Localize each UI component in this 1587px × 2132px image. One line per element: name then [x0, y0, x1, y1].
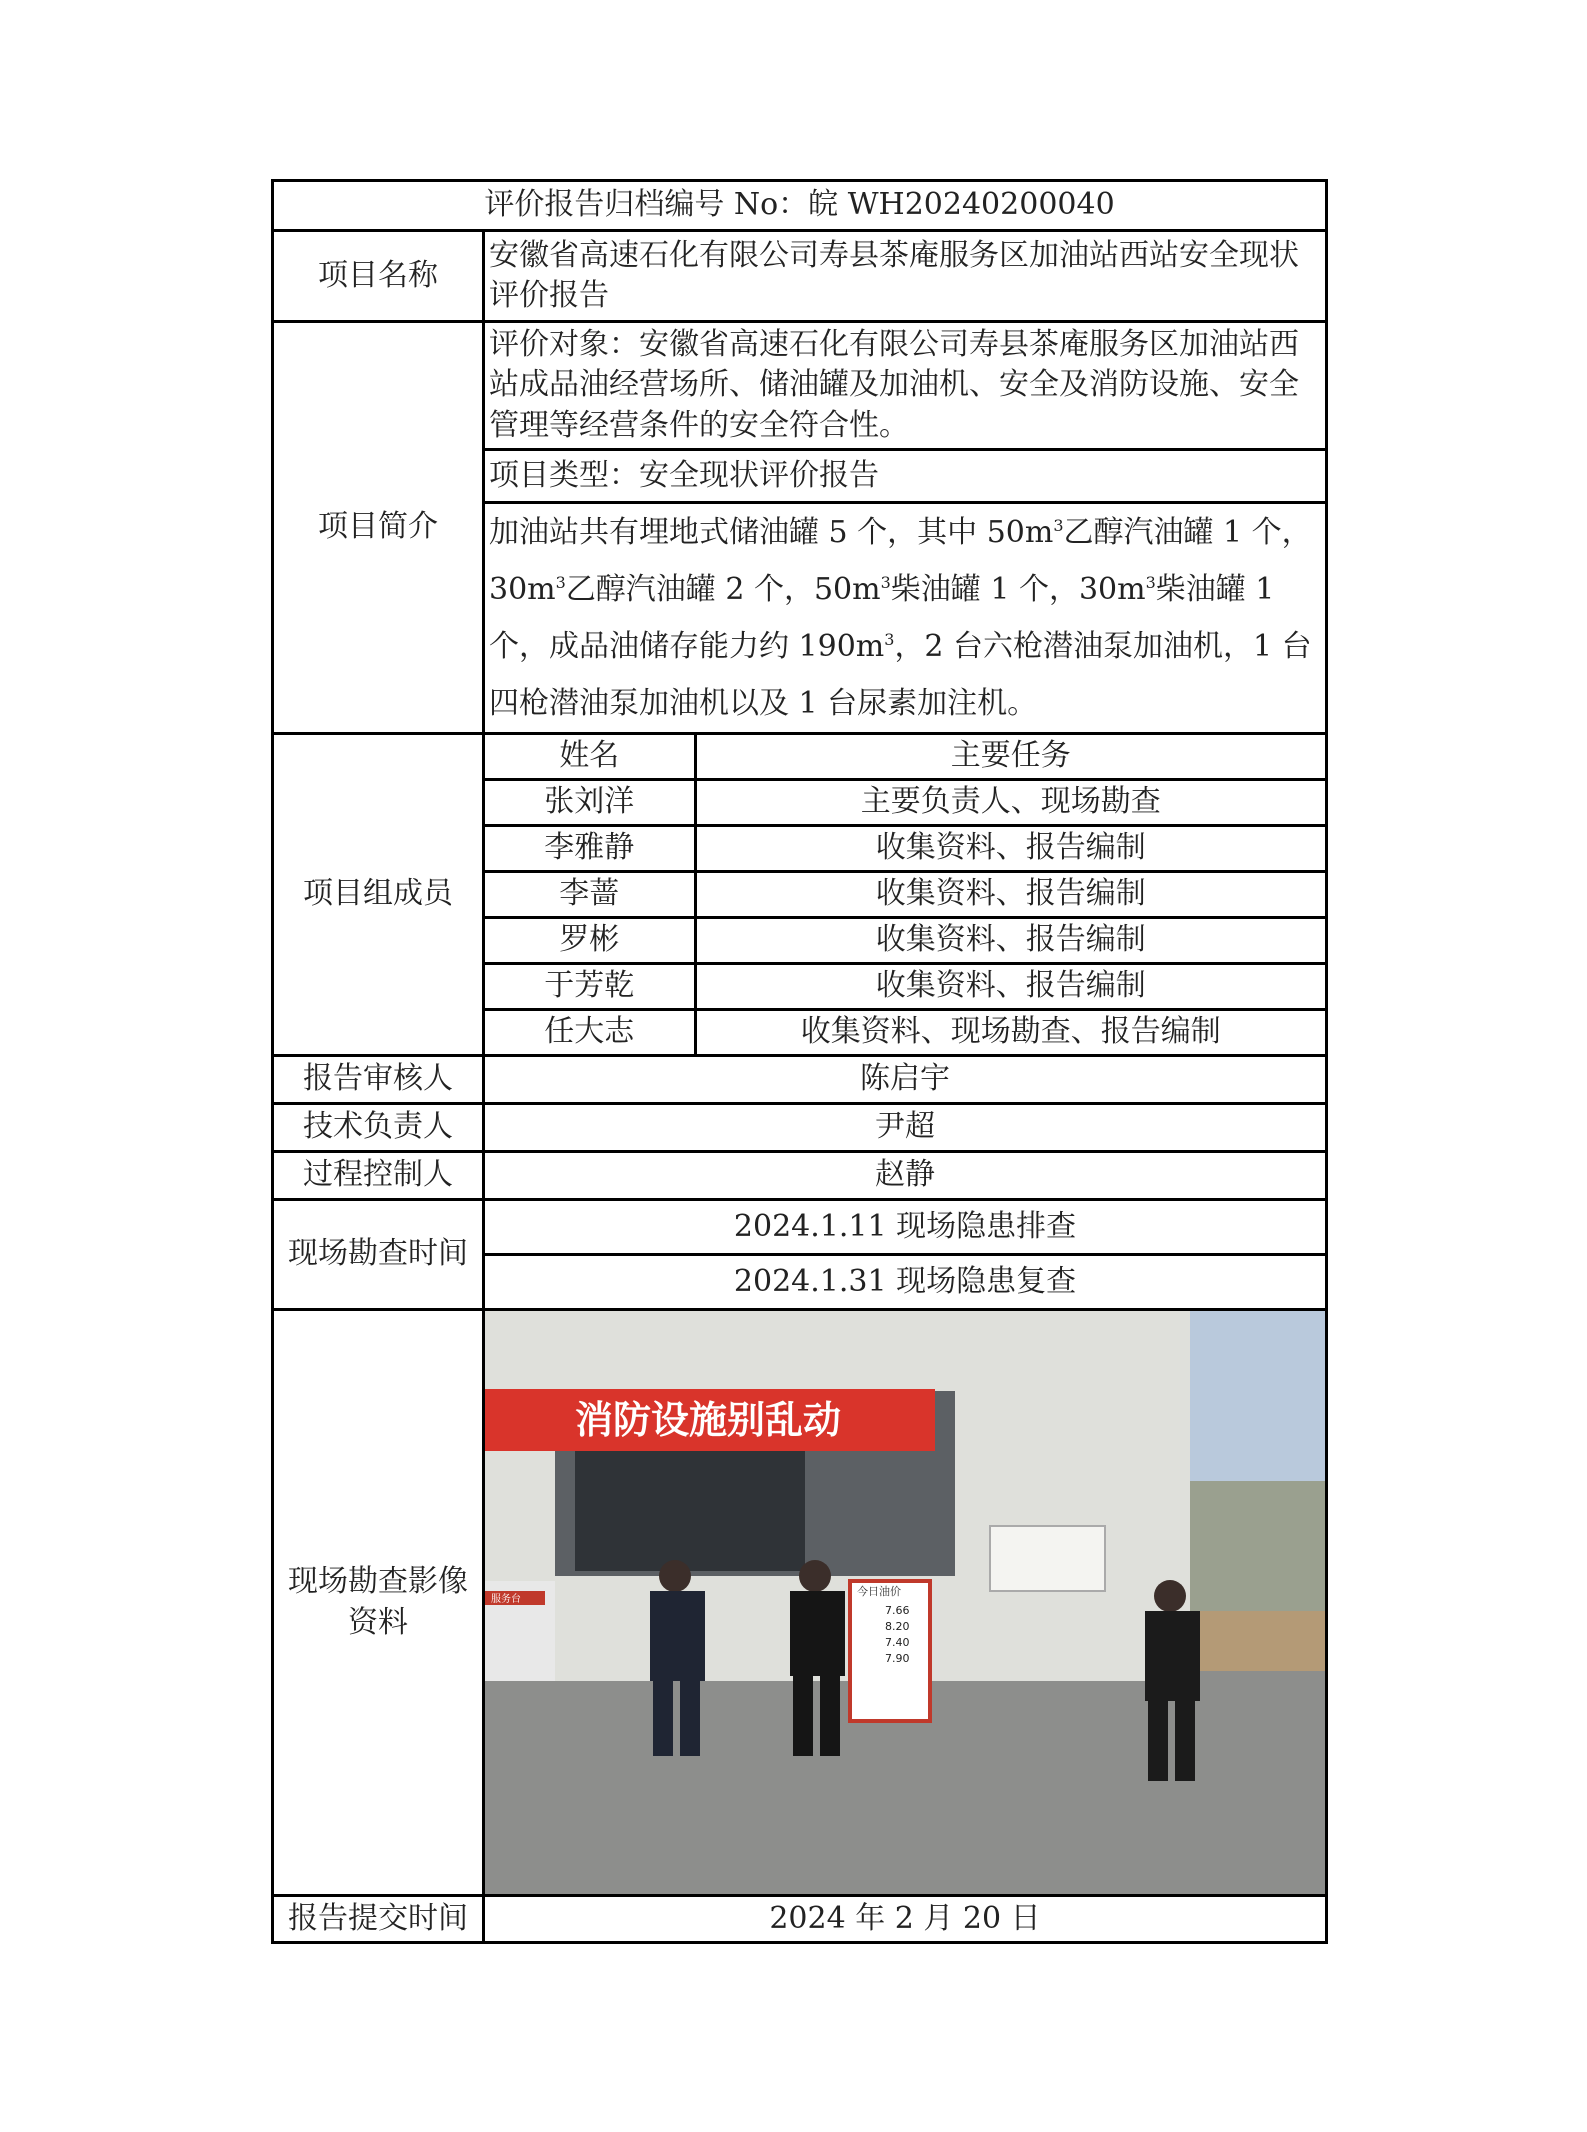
table-row [485, 1010, 1325, 1055]
member-task: 收集资料、报告编制 [695, 964, 1325, 1010]
table-row [485, 872, 1325, 918]
table-row [485, 918, 1325, 964]
station-description: 加油站共有埋地式储油罐 5 个，其中 $50m^3$乙醇汽油罐 1 个，$30m^3$乙醇汽油罐 2 个，$50m^3$柴油罐 1 个，$30m^3$柴油罐 1 个，成品油储存能力约 $190m^3$，2 台六枪潜油泵加油机，1 台四枪潜油泵加油机以及 1 台尿素加注机。 [489, 515, 1312, 721]
project-name-label: 项目名称 [273, 231, 484, 322]
member-name: 张刘洋 [485, 780, 695, 826]
members-label: 项目组成员 [273, 734, 484, 1056]
member-task: 收集资料、现场勘查、报告编制 [800, 1014, 1221, 1050]
table-row [485, 780, 1325, 826]
survey-time-1: 2024.1.11 现场隐患排查 [485, 1201, 1325, 1255]
price-value: 7.66 [885, 1604, 910, 1617]
counter-sign: 服务台 [491, 1594, 521, 1605]
process-control: 赵静 [484, 1152, 1327, 1200]
project-intro-label: 项目简介 [273, 322, 484, 734]
members-table [485, 735, 1325, 1054]
member-task: 收集资料、报告编制 [695, 826, 1325, 872]
price-value: 7.90 [885, 1652, 910, 1665]
members-header-name: 姓名 [485, 735, 695, 780]
evaluation-record-table [271, 179, 1328, 1944]
member-task: 收集资料、报告编制 [695, 918, 1325, 964]
survey-time-label: 现场勘查时间 [273, 1200, 484, 1310]
site-photo [485, 1311, 1325, 1894]
member-task: 主要负责人、现场勘查 [695, 780, 1325, 826]
project-type: 项目类型：安全现状评价报告 [485, 450, 1325, 503]
members-header-row [485, 735, 1325, 780]
survey-time-table [485, 1201, 1325, 1308]
price-value: 7.40 [885, 1636, 910, 1649]
member-name: 李雅静 [485, 826, 695, 872]
table-row [485, 964, 1325, 1010]
site-photo-illustration [485, 1311, 1325, 1894]
submit-date: 2024 年 2 月 20 日 [484, 1896, 1327, 1943]
project-name: 安徽省高速石化有限公司寿县茶庵服务区加油站西站安全现状评价报告 [484, 231, 1327, 322]
site-photo-cell [484, 1310, 1327, 1896]
member-name: 于芳乾 [485, 964, 695, 1010]
price-value: 8.20 [885, 1620, 910, 1633]
process-control-label: 过程控制人 [273, 1152, 484, 1200]
photo-label: 现场勘查影像资料 [273, 1310, 484, 1896]
reviewer-label: 报告审核人 [273, 1056, 484, 1104]
member-name: 任大志 [485, 1010, 695, 1055]
table-row [485, 826, 1325, 872]
project-intro-table [485, 323, 1325, 732]
submit-time-label: 报告提交时间 [273, 1896, 484, 1943]
member-name: 李蔷 [485, 872, 695, 918]
survey-time-2: 2024.1.31 现场隐患复查 [733, 1263, 1077, 1299]
reviewer: 陈启宇 [484, 1056, 1327, 1104]
tech-lead: 尹超 [484, 1104, 1327, 1152]
archive-number: 评价报告归档编号 No：皖 WH20240200040 [273, 181, 1327, 231]
member-name: 罗彬 [485, 918, 695, 964]
banner-text: 消防设施别乱动 [575, 1398, 842, 1442]
members-header-task: 主要任务 [695, 735, 1325, 780]
tech-lead-label: 技术负责人 [273, 1104, 484, 1152]
member-task: 收集资料、报告编制 [695, 872, 1325, 918]
evaluation-object: 评价对象：安徽省高速石化有限公司寿县茶庵服务区加油站西站成品油经营场所、储油罐及加油机、安全及消防设施、安全管理等经营条件的安全符合性。 [485, 323, 1325, 450]
price-board-title: 今日油价 [857, 1585, 901, 1598]
